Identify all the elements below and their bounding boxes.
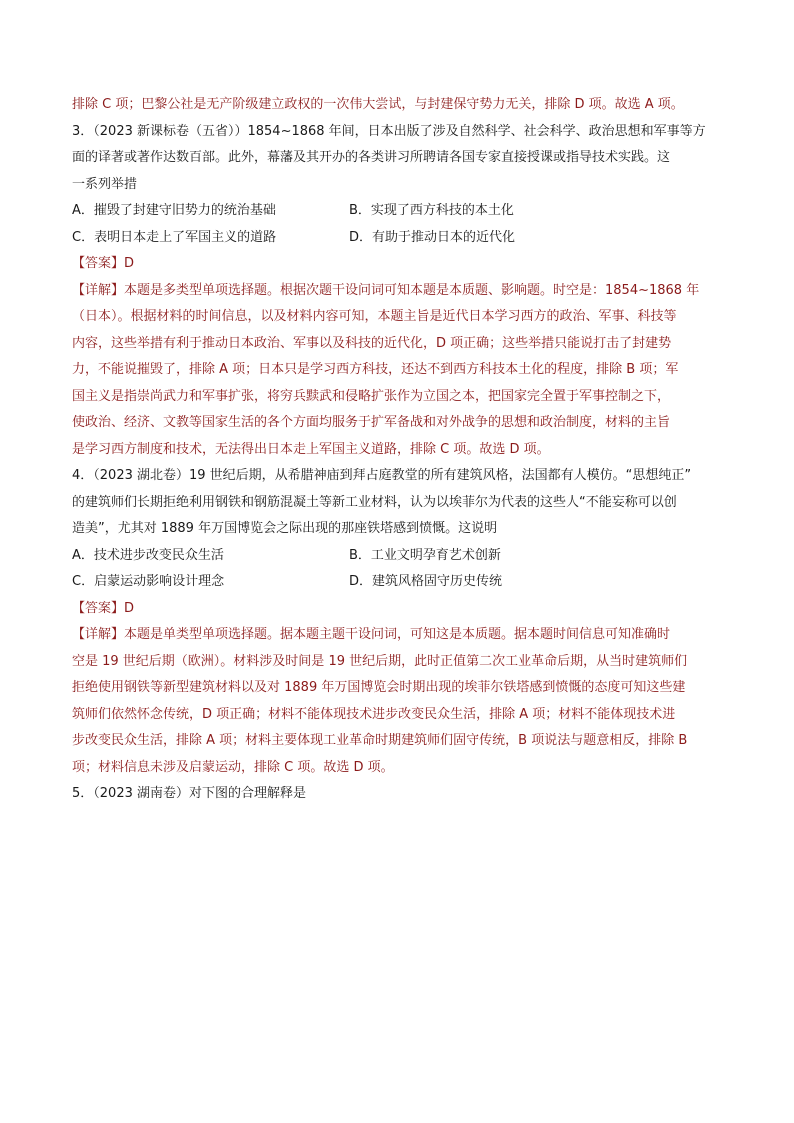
analysis-line: （日本）。根据材料的时间信息，以及材料内容可知，本题主旨是近代日本学习西方的政治、军事、科技等 <box>72 309 677 324</box>
analysis-line <box>72 278 732 305</box>
answer-line <box>72 596 732 623</box>
answer-value: D <box>124 600 135 616</box>
analysis-line: 力，不能说摧毁了，排除 A 项；日本只是学习西方科技，还达不到西方科技本土化的程度，排除 B 项；军 <box>72 362 679 377</box>
page-content <box>72 92 732 808</box>
option-d: D．有助于推动日本的近代化 <box>349 229 516 245</box>
option-c: C．启蒙运动影响设计理念 <box>72 574 225 589</box>
analysis-text: 本题是多类型单项选择题。根据次题干设问词可知本题是本质题、影响题。时空是：1854~1868 年 <box>124 282 700 298</box>
previous-analysis-tail: 排除 C 项；巴黎公社是无产阶级建立政权的一次伟大尝试，与封建保守势力无关，排除 D 项。故选 A 项。 <box>72 97 684 112</box>
question-4 <box>72 463 732 781</box>
option-row <box>72 569 732 596</box>
question-stem-line: 3．（2023 新课标卷（五省））1854~1868 年间，日本出版了涉及自然科学、社会科学、政治思想和军事等方 <box>72 123 706 139</box>
analysis-line <box>72 622 732 649</box>
analysis-block <box>72 622 732 781</box>
analysis-line: 是学习西方制度和技术，无法得出日本走上军国主义道路，排除 C 项。故选 D 项。 <box>72 441 550 457</box>
analysis-line: 步改变民众生活，排除 A 项；材料主要体现工业革命时期建筑师们固守传统，B 项说法与题意相反，排除 B <box>72 733 688 748</box>
analysis-line: 内容，这些举措有利于推动日本政治、军事以及科技的近代化，D 项正确；这些举措只能说打击了封建势 <box>72 335 672 351</box>
answer-label: 【答案】 <box>72 600 125 616</box>
option-b: B．工业文明孕育艺术创新 <box>349 547 501 563</box>
question-3 <box>72 119 732 464</box>
option-d: D．建筑风格固守历史传统 <box>349 574 503 589</box>
option-row <box>72 225 732 252</box>
option-a: A．摧毁了封建守旧势力的统治基础 <box>72 203 276 218</box>
option-row <box>72 198 732 225</box>
option-c: C．表明日本走上了军国主义的道路 <box>72 229 277 245</box>
analysis-line: 空是 19 世纪后期（欧洲）。材料涉及时间是 19 世纪后期，此时正值第二次工业革命后期，从当时建筑师们 <box>72 653 688 669</box>
question-stem-line: 造美”，尤其对 1889 年万国博览会之际出现的那座铁塔感到愤慨。这说明 <box>72 521 498 536</box>
analysis-text: 本题是单类型单项选择题。据本题主题干设问词，可知这是本质题。据本题时间信息可知准确时 <box>124 627 671 642</box>
question-stem-line: 一系列举措 <box>72 176 138 192</box>
analysis-line: 项；材料信息未涉及启蒙运动，排除 C 项。故选 D 项。 <box>72 759 394 775</box>
analysis-line: 筑师们依然怀念传统，D 项正确；材料不能体现技术进步改变民众生活，排除 A 项；材料不能体现技术进 <box>72 706 676 722</box>
analysis-block <box>72 278 732 464</box>
question-stem-line: 4．（2023 湖北卷）19 世纪后期，从希腊神庙到拜占庭教堂的所有建筑风格，法国都有人模仿。“思想纯正” <box>72 468 692 483</box>
analysis-line: 使政治、经济、文教等国家生活的各个方面均服务于扩军备战和对外战争的思想和政治制度，材料的主旨 <box>72 415 671 430</box>
answer-label: 【答案】 <box>72 256 125 271</box>
option-a: A．技术进步改变民众生活 <box>72 547 224 563</box>
question-stem-line: 的建筑师们长期拒绝利用钢铁和钢筋混凝土等新工业材料，认为以埃菲尔为代表的这些人“不能妄称可以创 <box>72 494 677 510</box>
analysis-line: 拒绝使用钢铁等新型建筑材料以及对 1889 年万国博览会时期出现的埃菲尔铁塔感到愤慨的态度可知这些建 <box>72 680 686 695</box>
answer-line <box>72 251 732 278</box>
option-row <box>72 543 732 570</box>
analysis-label: 【详解】 <box>72 282 125 298</box>
question-5-stem: 5．（2023 湖南卷）对下图的合理解释是 <box>72 786 306 801</box>
answer-value: D <box>124 256 135 271</box>
analysis-line: 国主义是指崇尚武力和军事扩张，将穷兵黩武和侵略扩张作为立国之本，把国家完全置于军事控制之下， <box>72 388 671 404</box>
option-b: B．实现了西方科技的本土化 <box>349 203 514 218</box>
question-stem-line: 面的译著或著作达数百部。此外，幕藩及其开办的各类讲习所聘请各国专家直接授课或指导技术实践。这 <box>72 150 671 165</box>
analysis-label: 【详解】 <box>72 627 125 642</box>
